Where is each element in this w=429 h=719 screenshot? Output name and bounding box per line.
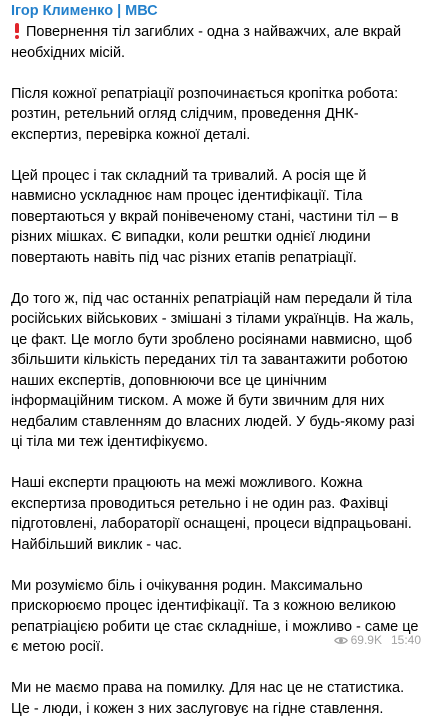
eye-icon — [334, 636, 348, 645]
message-paragraph-3: Цей процес і так складний та тривалий. А росія ще й навмисно ускладнює нам процес ідентифікації. Тіла повертаються у вкрай понівеченому стані, частини тіл – в різних мішках. Є випадки, коли рештки однієї людини повертають навіть під час різних етапів репатріації. — [11, 167, 399, 266]
paragraph-text: Повернення тіл загиблих - одна з найважчих, але вкрай необхідних місій. — [11, 24, 402, 61]
message-paragraph-2: Після кожної репатріації розпочинається кропітка робота: розтин, ретельний огляд слідчим, проведення ДНК-експертиз, перевірка кожної деталі. — [11, 85, 399, 143]
message-paragraph-5: Наші експерти працюють на межі можливого. Кожна експертиза проводиться ретельно і не один раз. Фахівці підготовлені, лабораторії оснащені, процеси відпрацьовані. Найбільший виклик - час. — [11, 475, 412, 553]
message-meta — [334, 633, 421, 647]
view-count: 69.9K — [350, 633, 382, 647]
message-paragraph-7: Ми не маємо права на помилку. Для нас це не статистика. Це - люди, і кожен з них заслуговує на гідне ставлення. — [11, 680, 405, 717]
message-paragraph-1 — [11, 22, 421, 63]
message-paragraph-6: Ми розуміємо біль і очікування родин. Максимально прискорюємо процес ідентифікації. Та з кожною великою репатріацією робити це стає складніше, і можливо - саме це є метою росії. — [11, 577, 419, 655]
red-exclamation-icon — [14, 23, 20, 38]
message-paragraph-4: До того ж, під час останніх репатріацій нам передали й тіла російських військових - змішані з тілами українців. На жаль, це факт. Це могло бути зроблено росіянами навмисно, щоб збільшити кількість переданих тіл та завантажити роботою наших експертів, доповнюючи все це цинічним інформаційним тиском. А може й бути звичним для них недбалим ставленням до власних людей. У будь-якому разі ці тіла ми теж ідентифікуємо. — [11, 290, 415, 450]
sender-name[interactable]: Ігор Клименко | МВС — [11, 3, 158, 19]
message-time: 15:40 — [390, 633, 421, 647]
